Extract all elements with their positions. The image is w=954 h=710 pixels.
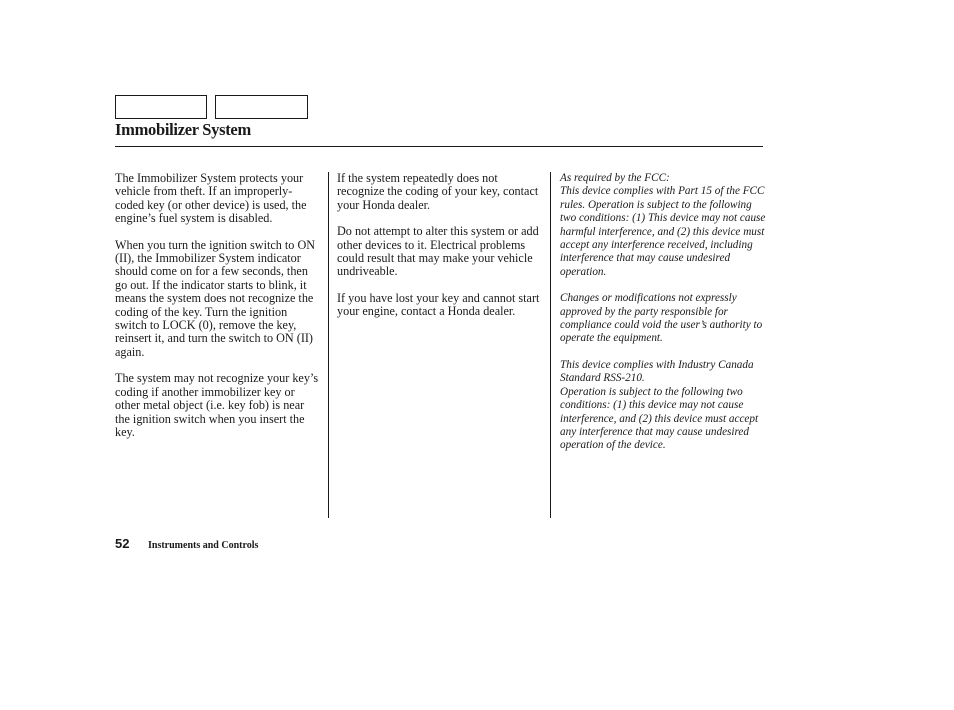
- fcc-body: This device complies with Part 15 of the FCC rules. Operation is subject to the following two conditions: (1) This device may not cause harmful interference, and (2) this device must accept any interference received, including interference that may cause undesired operation.: [560, 185, 766, 278]
- middle-paragraph-3: If you have lost your key and cannot start your engine, contact a Honda dealer.: [337, 290, 540, 319]
- ic-conditions: Operation is subject to the following two conditions: (1) this device may not cause interference, and (2) this device must accept any interference that may cause undesired operation of the device.: [560, 385, 759, 452]
- column-divider-2: [550, 172, 551, 518]
- title-divider: [115, 146, 763, 147]
- page-title: Immobilizer System: [115, 120, 251, 139]
- middle-paragraph-1: If the system repeatedly does not recognize the coding of your key, contact your Honda dealer.: [337, 171, 539, 212]
- middle-paragraph-2: Do not attempt to alter this system or add other devices to it. Electrical problems could result that may make your vehicle undriveable.: [337, 224, 539, 279]
- industry-canada-statement: This device complies with Industry Canada Standard RSS-210.: [560, 358, 754, 385]
- middle-column: [337, 172, 545, 332]
- header-tab-box-1: [115, 95, 207, 119]
- fcc-heading: As required by the FCC:: [560, 172, 670, 184]
- page-number: 52: [115, 536, 130, 551]
- left-column: [115, 172, 321, 452]
- right-column-fcc-notice: [560, 172, 766, 453]
- left-paragraph-2: When you turn the ignition switch to ON (II), the Immobilizer System indicator should come on for a few seconds, then go out. If the indicator starts to blink, it means the system does not recognize the coding of the key. Turn the ignition switch to LOCK (0), remove the key, reinsert it, and turn the switch to ON (II) again.: [115, 237, 316, 359]
- left-paragraph-1: The Immobilizer System protects your vehicle from theft. If an improperly-coded key (or other device) is used, the engine’s fuel system is disabled.: [115, 171, 307, 226]
- header-tab-box-2: [215, 95, 308, 119]
- footer-section-name: Instruments and Controls: [148, 540, 259, 551]
- left-paragraph-3: The system may not recognize your key’s coding if another immobilizer key or other metal object (i.e. key fob) is near the ignition switch when you insert the key.: [115, 371, 319, 439]
- column-divider-1: [328, 172, 329, 518]
- changes-notice: Changes or modifications not expressly approved by the party responsible for compliance could void the user’s authority to operate the equipment.: [560, 292, 763, 345]
